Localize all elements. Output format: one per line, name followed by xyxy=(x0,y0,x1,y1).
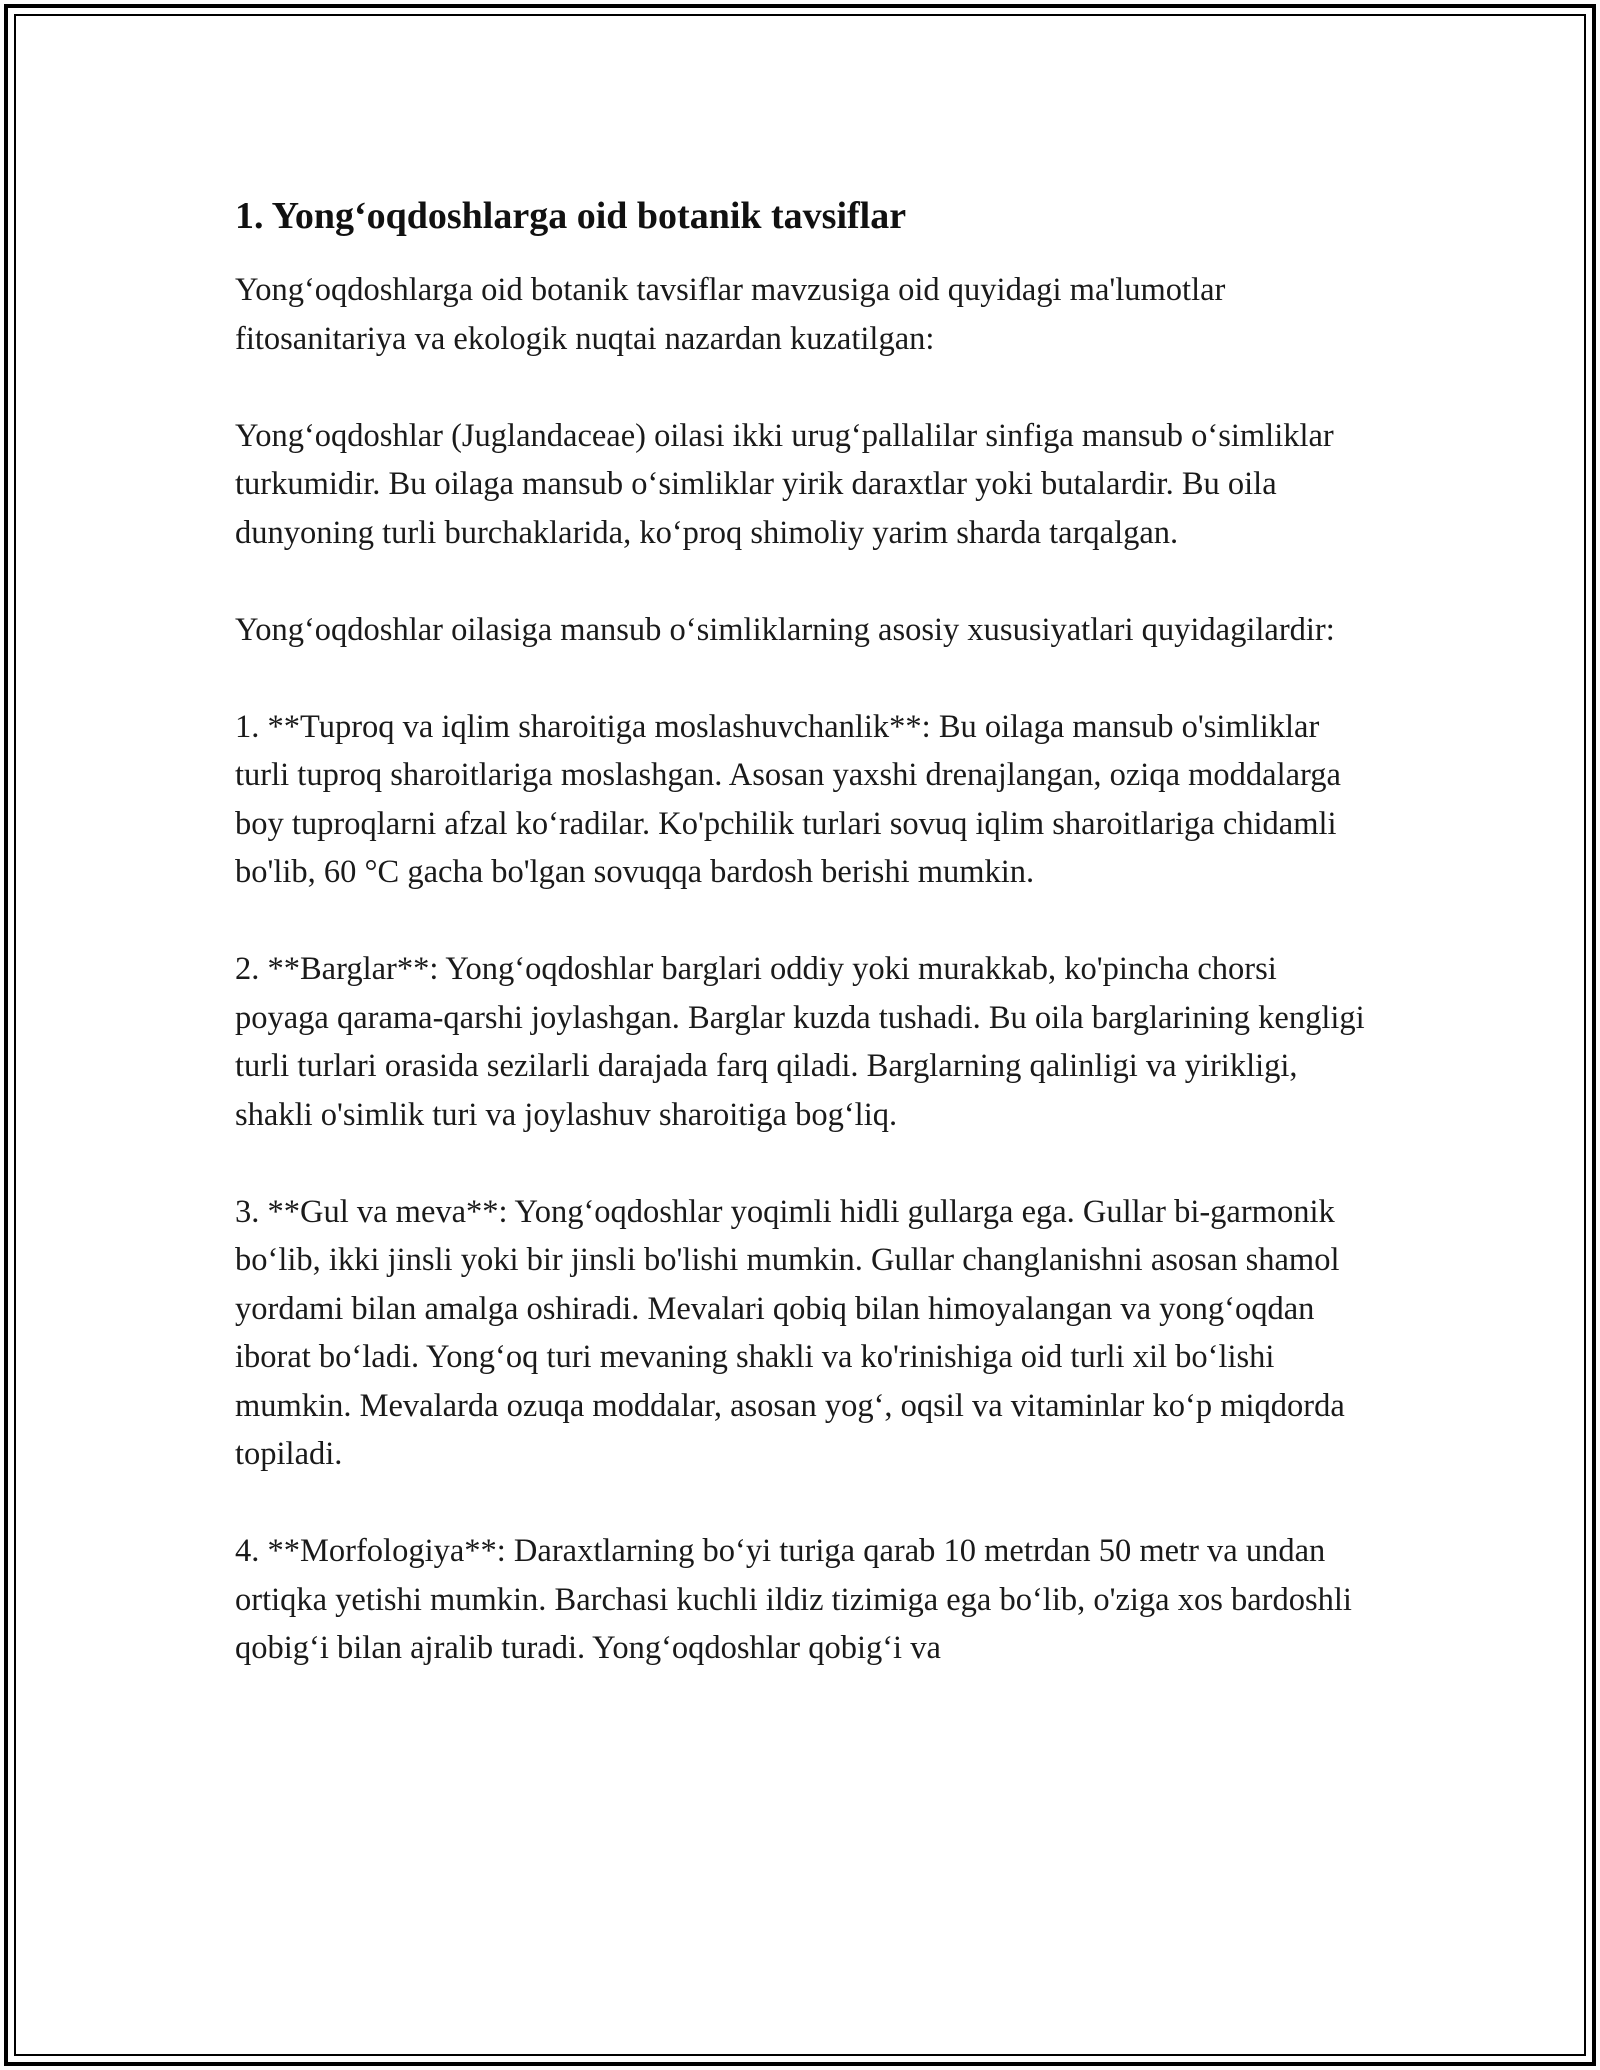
intro-paragraph: Yong‘oqdoshlarga oid botanik tavsiflar mavzusiga oid quyidagi ma'lumotlar fitosanitariya va ekologik nuqtai nazardan kuzatilgan: xyxy=(235,272,1226,357)
list-item-soil-climate: 1. **Tuproq va iqlim sharoitiga moslashuvchanlik**: Bu oilaga mansub o'simliklar turli tuproq sharoitlariga moslashgan. Asosan yaxshi drenajlangan, oziqa moddalarga boy tuproqlarni afzal ko‘radilar. Ko'pchilik turlari sovuq iqlim sharoitlariga chidamli bo'lib, 60 °C gacha bo'lgan sovuqqa bardosh berishi mumkin. xyxy=(235,708,1341,890)
document-body xyxy=(235,188,1370,1721)
list-item-morphology: 4. **Morfologiya**: Daraxtlarning bo‘yi turiga qarab 10 metrdan 50 metr va undan ortiqka yetishi mumkin. Barchasi kuchli ildiz tizimiga ega bo‘lib, o'ziga xos bardoshli qobig‘i bilan ajralib turadi. Yong‘oqdoshlar qobig‘i va xyxy=(235,1533,1352,1666)
section-heading: 1. Yong‘oqdoshlarga oid botanik tavsiflar xyxy=(235,195,907,237)
list-item-flower-fruit: 3. **Gul va meva**: Yong‘oqdoshlar yoqimli hidli gullarga ega. Gullar bi-garmonik bo‘lib, ikki jinsli yoki bir jinsli bo'lishi mumkin. Gullar changlanishni asosan shamol yordami bilan amalga oshiradi. Mevalari qobiq bilan himoyalangan va yong‘oqdan iborat bo‘ladi. Yong‘oq turi mevaning shakli va ko'rinishiga oid turli xil bo‘lishi mumkin. Mevalarda ozuqa moddalar, asosan yog‘, oqsil va vitaminlar ko‘p miqdorda topiladi. xyxy=(235,1193,1345,1472)
family-description-paragraph: Yong‘oqdoshlar (Juglandaceae) oilasi ikki urug‘pallalilar sinfiga mansub o‘simliklar turkumidir. Bu oilaga mansub o‘simliklar yirik daraxtlar yoki butalardir. Bu oila dunyoning turli burchaklarida, ko‘proq shimoliy yarim sharda tarqalgan. xyxy=(235,417,1334,551)
features-intro-paragraph: Yong‘oqdoshlar oilasiga mansub o‘simliklarning asosiy xususiyatlari quyidagilardir: xyxy=(235,611,1335,648)
list-item-leaves: 2. **Barglar**: Yong‘oqdoshlar barglari oddiy yoki murakkab, ko'pincha chorsi poyaga qarama-qarshi joylashgan. Barglar kuzda tushadi. Bu oila barglarining kengligi turli turlari orasida sezilarli darajada farq qiladi. Barglarning qalinligi va yirikligi, shakli o'simlik turi va joylashuv sharoitiga bog‘liq. xyxy=(235,951,1365,1133)
